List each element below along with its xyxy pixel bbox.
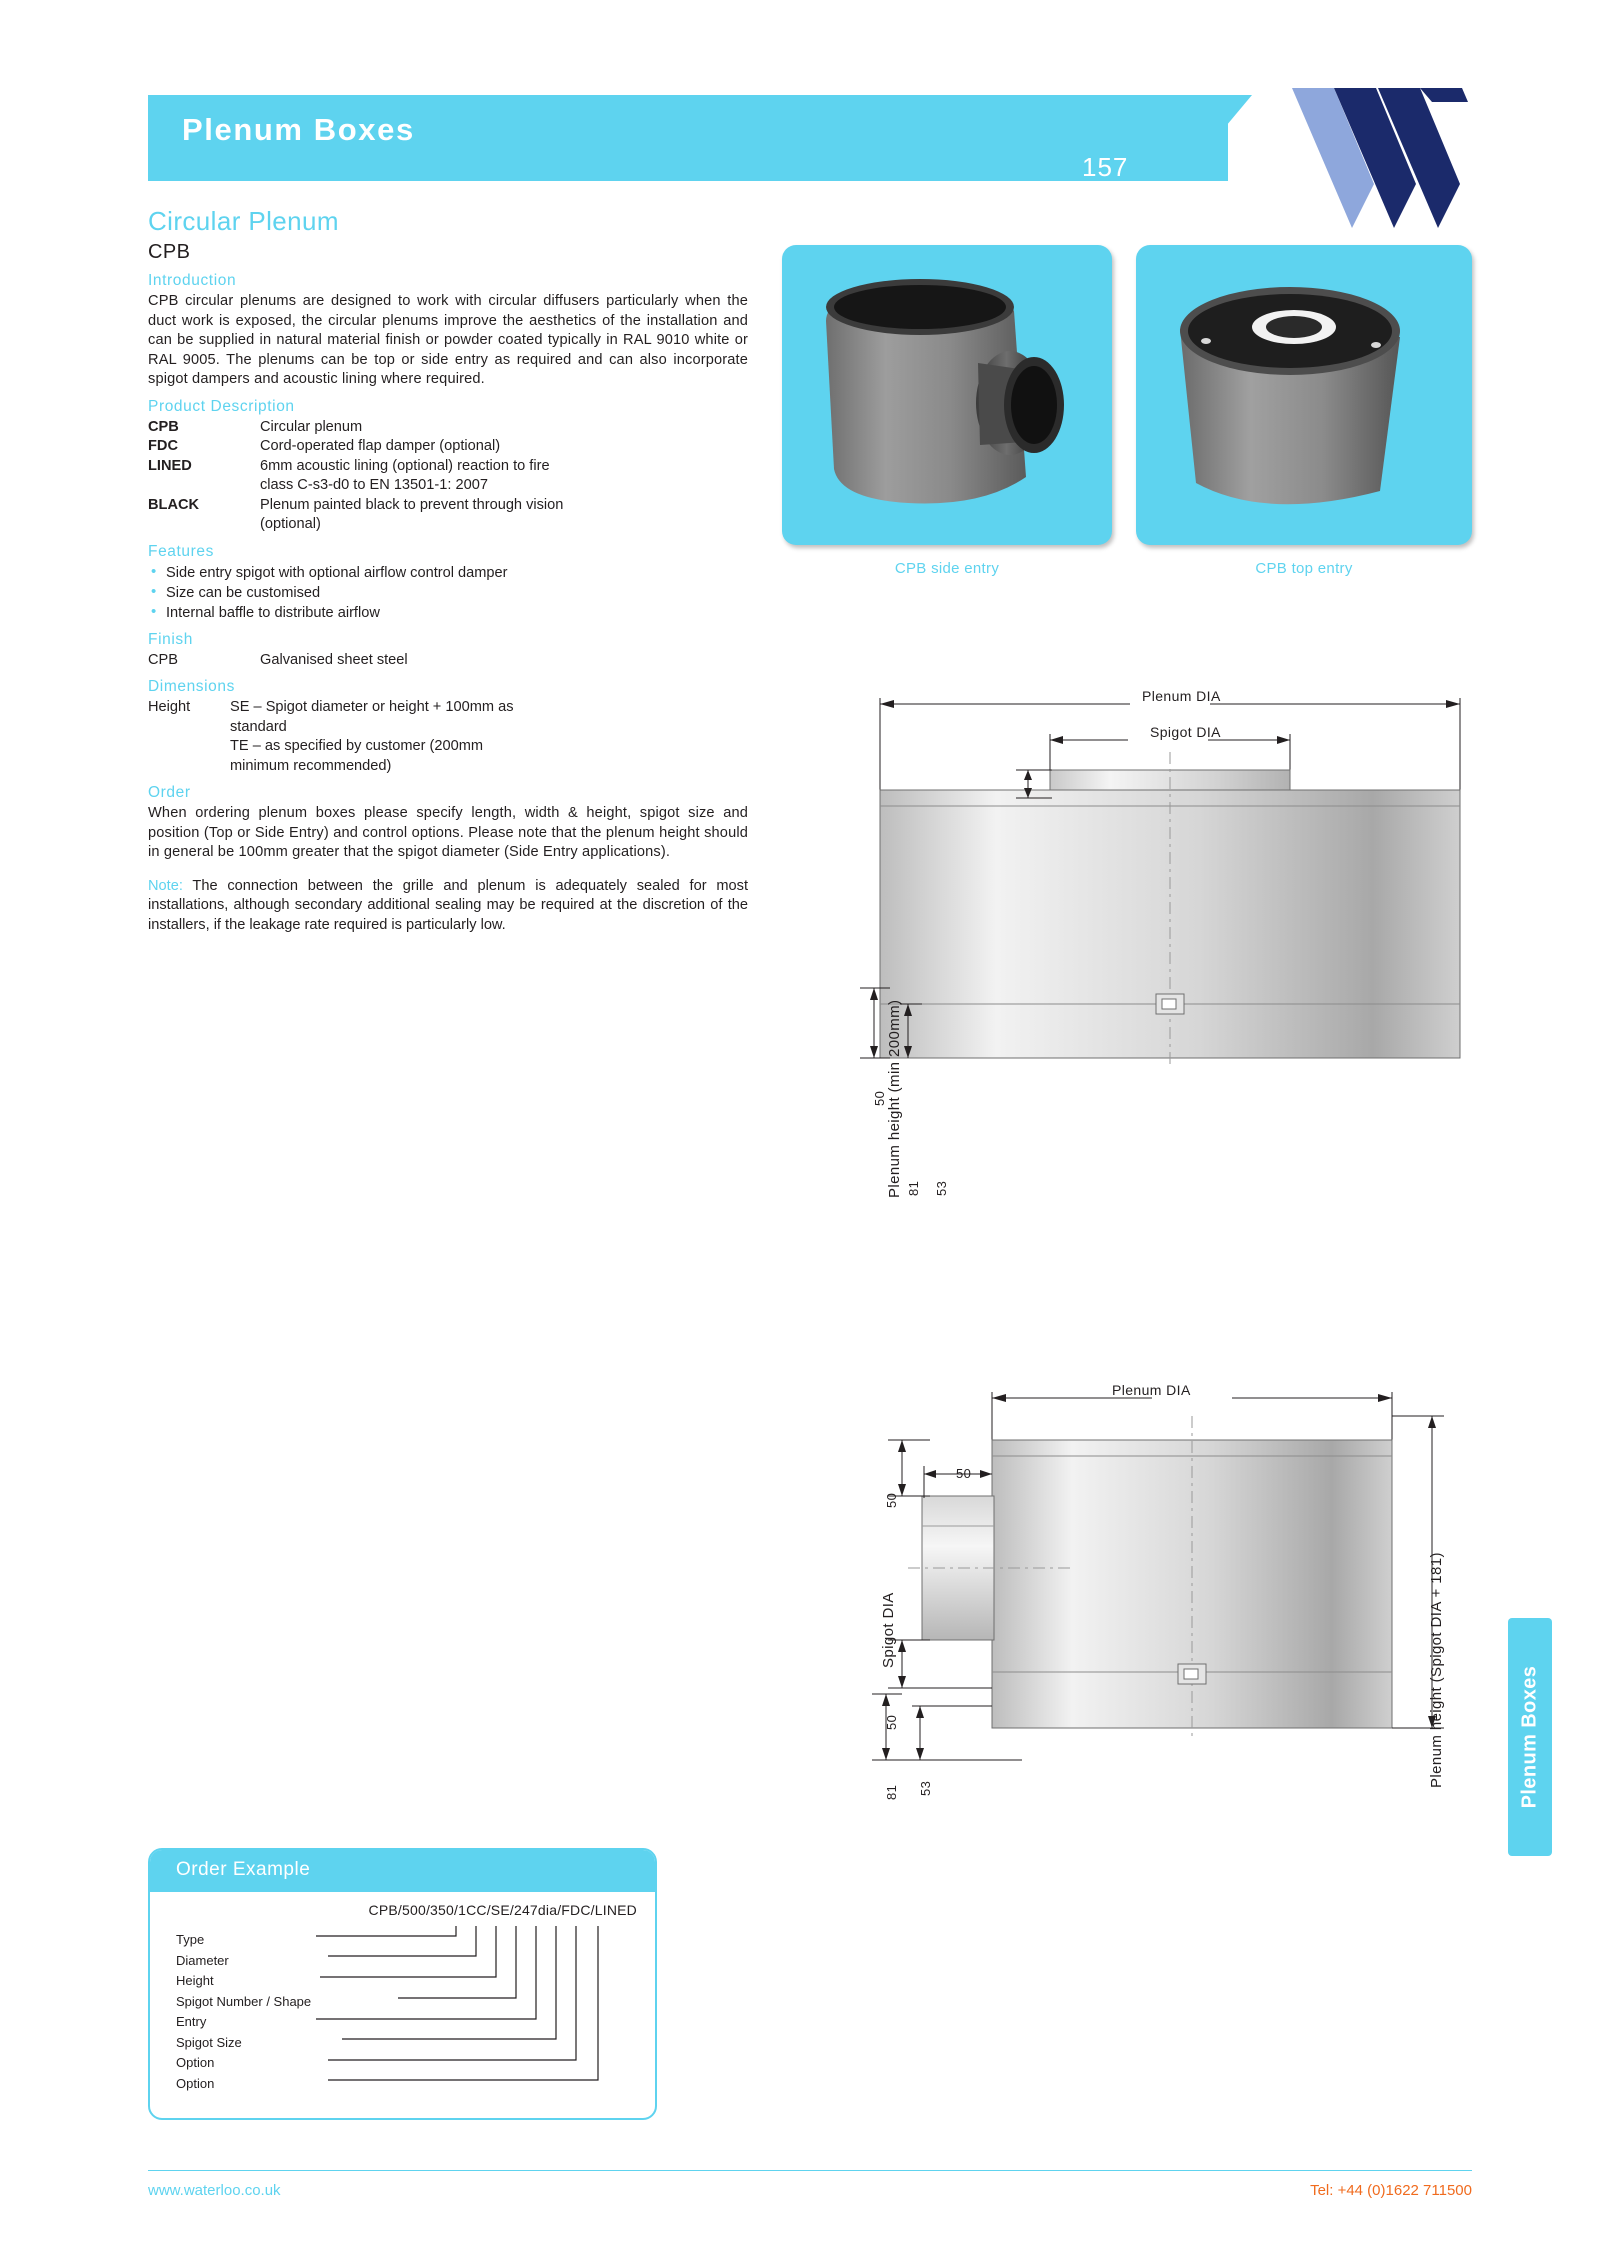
dim-53-top: 53 <box>934 1180 949 1196</box>
product-code: CPB <box>148 241 191 263</box>
side-tab-label: Plenum Boxes <box>1518 1665 1541 1809</box>
list-item: Option <box>176 2075 215 2091</box>
features-label: Features <box>148 542 214 560</box>
cpb-top-entry-photo <box>1136 245 1472 545</box>
product-desc-row <box>148 418 748 438</box>
footer-divider <box>148 2170 1472 2171</box>
plenum-dia-label-top: Plenum DIA <box>1142 688 1221 704</box>
product-desc-code: LINED <box>148 457 192 474</box>
dimensions-row <box>148 698 748 718</box>
top-entry-drawing <box>860 682 1480 1242</box>
footer-telephone: Tel: +44 (0)1622 711500 <box>1310 2182 1472 2199</box>
product-description-label: Product Description <box>148 397 295 415</box>
order-example-header <box>150 1850 655 1892</box>
spigot-dia-label-bottom: Spigot DIA <box>880 1592 897 1668</box>
note-paragraph <box>148 877 748 936</box>
cpb-side-entry-caption: CPB side entry <box>894 560 1000 577</box>
product-desc-code: BLACK <box>148 496 200 513</box>
product-desc-cont: class C-s3-d0 to EN 13501-1: 2007 <box>260 477 488 493</box>
list-item: • Internal baffle to distribute airflow <box>148 603 748 623</box>
dim-81-top: 81 <box>906 1180 921 1196</box>
plenum-dia-label-bottom: Plenum DIA <box>1112 1382 1191 1398</box>
list-item: Entry <box>176 2014 207 2029</box>
side-entry-drawing <box>872 1376 1492 1846</box>
page-number: 157 <box>1082 152 1129 182</box>
product-desc-text: Circular plenum <box>260 418 363 435</box>
list-item: • Side entry spigot with optional airflow control damper <box>148 563 748 583</box>
introduction-label: Introduction <box>148 272 237 289</box>
product-desc-text: Plenum painted black to prevent through vision <box>260 496 564 513</box>
section-title: Circular Plenum <box>148 206 339 236</box>
list-item: Diameter <box>176 1952 229 1968</box>
page-title: Plenum Boxes <box>182 112 415 147</box>
dimensions-label: Dimensions <box>148 678 235 695</box>
list-item: Height <box>176 1973 214 1988</box>
list-item: Spigot Size <box>176 2034 242 2050</box>
list-item: Spigot Number / Shape <box>176 1993 312 2009</box>
features-list <box>148 563 748 623</box>
waterloo-logo <box>1282 88 1472 228</box>
product-desc-cont: (optional) <box>260 516 321 532</box>
finish-label: Finish <box>148 630 193 648</box>
side-tab <box>1508 1618 1552 1856</box>
note-text: The connection between the grille and plenum is adequately sealed for most installations, although secondary additional sealing may be required at the discretion of the installers, if the leakage rate required is particularly low. <box>148 877 748 933</box>
order-example-code: CPB/500/350/1CC/SE/247dia/FDC/LINED <box>368 1902 637 1918</box>
list-item: Type <box>176 1932 205 1947</box>
dim-50-top: 50 <box>872 1090 887 1106</box>
product-desc-row <box>148 457 748 477</box>
dim-53-bottom: 53 <box>918 1780 933 1796</box>
order-example-heading: Order Example <box>176 1859 311 1880</box>
dim-81-bottom: 81 <box>884 1784 899 1800</box>
finish-code: CPB <box>148 651 179 668</box>
product-desc-text: 6mm acoustic lining (optional) reaction to fire <box>260 457 550 474</box>
spigot-dia-label-top: Spigot DIA <box>1150 724 1221 740</box>
order-example-box <box>148 1848 657 2120</box>
cpb-top-entry-caption: CPB top entry <box>1255 560 1353 577</box>
cpb-side-entry-photo <box>782 245 1112 545</box>
plenum-height-label-top: Plenum height (min 200mm) <box>886 999 903 1198</box>
product-desc-code: FDC <box>148 438 178 454</box>
footer-website[interactable]: www.waterloo.co.uk <box>148 2182 281 2199</box>
product-desc-code: CPB <box>148 418 179 435</box>
dimensions-line1: SE – Spigot diameter or height + 100mm as <box>230 699 514 715</box>
dimensions-line2: standard <box>230 718 287 735</box>
order-text: When ordering plenum boxes please specify length, width & height, spigot size and position (Top or Side Entry) and control options. Please note that the plenum height should in general be 100mm greater that the spigot diameter (Side Entry applications). <box>148 805 748 860</box>
introduction-text: CPB circular plenums are designed to work with circular diffusers particularly when the duct work is exposed, the circular plenums improve the aesthetics of the installation and can be supplied in natural material finish or powder coated typically in RAL 9010 white or RAL 9005. The plenums can be top or side entry as required and can also incorporate spigot dampers and acoustic lining where required. <box>148 293 748 387</box>
product-desc-row <box>148 496 748 516</box>
dimensions-line3: TE – as specified by customer (200mm <box>230 738 484 754</box>
dimensions-key: Height <box>148 699 191 715</box>
finish-text: Galvanised sheet steel <box>260 651 408 668</box>
order-label: Order <box>148 784 191 801</box>
order-example-leader-lines <box>280 1926 640 2096</box>
product-desc-row <box>148 437 748 457</box>
plenum-height-label-bottom: Plenum height (Spigot DIA + 181) <box>1428 1552 1445 1788</box>
left-column <box>148 206 748 950</box>
product-desc-text: Cord-operated flap damper (optional) <box>260 438 501 454</box>
finish-row <box>148 651 748 671</box>
dim-50-a-bottom: 50 <box>884 1492 899 1508</box>
dimensions-line4: minimum recommended) <box>230 757 392 774</box>
list-item: Option <box>176 2055 215 2070</box>
dim-50-c-bottom: 50 <box>884 1714 899 1730</box>
dim-50-b-bottom: 50 <box>956 1466 972 1481</box>
note-lead: Note: <box>148 877 183 894</box>
list-item: • Size can be customised <box>148 583 748 603</box>
